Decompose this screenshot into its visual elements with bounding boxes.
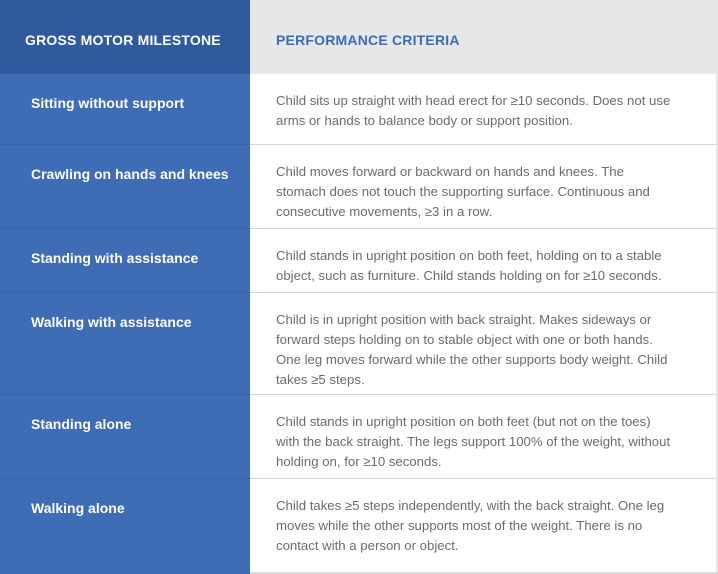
milestone-cell: Walking alone: [0, 478, 250, 572]
milestone-cell: Standing alone: [0, 394, 250, 478]
milestone-cell: Crawling on hands and knees: [0, 144, 250, 228]
milestone-cell: Standing with assistance: [0, 228, 250, 292]
criteria-cell: Child sits up straight with head erect for ≥10 seconds. Does not use arms or hands to balance body or support position.: [250, 74, 718, 144]
criteria-cell: Child takes ≥5 steps independently, with the back straight. One leg moves while the other supports most of the weight. There is no contact with a person or object.: [250, 478, 718, 572]
criteria-cell: Child stands in upright position on both feet, holding on to a stable object, such as furniture. Child stands holding on for ≥10 seconds.: [250, 228, 718, 292]
milestone-cell: Sitting without support: [0, 74, 250, 144]
column-header-milestone: GROSS MOTOR MILESTONE: [0, 0, 250, 74]
criteria-cell: Child moves forward or backward on hands and knees. The stomach does not touch the supporting surface. Continuous and consecutive movements, ≥3 in a row.: [250, 144, 718, 228]
column-header-criteria: PERFORMANCE CRITERIA: [250, 0, 718, 74]
criteria-cell: Child is in upright position with back straight. Makes sideways or forward steps holding on to stable object with one or both hands. One leg moves forward while the other supports body weight. Child takes ≥5 steps.: [250, 292, 718, 394]
milestone-cell: Walking with assistance: [0, 292, 250, 394]
criteria-cell: Child stands in upright position on both feet (but not on the toes) with the back straight. The legs support 100% of the weight, without holding on, for ≥10 seconds.: [250, 394, 718, 478]
